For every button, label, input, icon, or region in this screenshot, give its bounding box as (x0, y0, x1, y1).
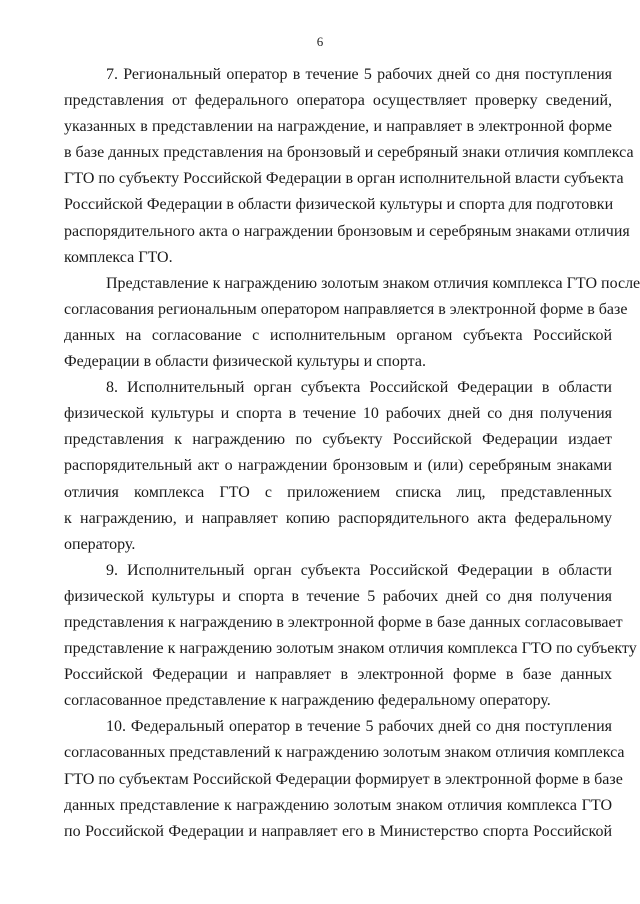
text-line: физической культуры и спорта в течение 10 рабочих дней со дня получения (64, 405, 612, 423)
text-line: 9. Исполнительный орган субъекта Российской Федерации в области (106, 561, 612, 579)
text-line: представления к награждению в электронной форме в базе данных согласовывает (64, 613, 623, 631)
text-line: данных представление к награждению золотым знаком отличия комплекса ГТО (64, 796, 612, 814)
text-line: ГТО по субъекту Российской Федерации в орган исполнительной власти субъекта (64, 170, 624, 188)
text-line: физической культуры и спорта в течение 5 рабочих дней со дня получения (64, 587, 612, 605)
text-line: 8. Исполнительный орган субъекта Российской Федерации в области (106, 379, 612, 397)
paragraph-10 (64, 714, 625, 844)
text-line: данных на согласование с исполнительным органом субъекта Российской (64, 326, 612, 344)
paragraph-9 (64, 558, 637, 715)
text-line: Федерации в области физической культуры и спорта. (64, 353, 426, 371)
text-line: представления от федерального оператора осуществляет проверку сведений, (64, 92, 612, 110)
text-line: распорядительного акта о награждении бронзовым и серебряным знаками отличия (64, 222, 630, 240)
paragraph-8 (64, 375, 612, 558)
text-line: отличия комплекса ГТО с приложением списка лиц, представленных (64, 483, 612, 501)
text-line: согласования региональным оператором направляется в электронной форме в базе (64, 300, 628, 318)
document-body (64, 62, 640, 845)
text-line: представления к награждению по субъекту Российской Федерации издает (64, 431, 612, 449)
text-line: представление к награждению золотым знаком отличия комплекса ГТО по субъекту (64, 640, 637, 658)
text-line: распорядительный акт о награждении бронзовым и (или) серебряным знаками (64, 457, 612, 475)
text-line: оператору. (64, 535, 136, 553)
text-line: ГТО по субъектам Российской Федерации формирует в электронной форме в базе (64, 770, 623, 788)
text-line: Российской Федерации и направляет в электронной форме в базе данных (64, 666, 612, 684)
text-line: согласованных представлений к награждению золотым знаком отличия комплекса (64, 744, 625, 762)
text-line: 10. Федеральный оператор в течение 5 рабочих дней со дня поступления (106, 718, 612, 736)
text-line: по Российской Федерации и направляет его в Министерство спорта Российской (64, 822, 612, 840)
paragraph-7 (64, 62, 634, 271)
text-line: Представление к награждению золотым знаком отличия комплекса ГТО после (106, 274, 640, 292)
text-line: указанных в представлении на награждение, и направляет в электронной форме (64, 118, 612, 136)
text-line: 7. Региональный оператор в течение 5 рабочих дней со дня поступления (106, 66, 612, 83)
text-line: в базе данных представления на бронзовый и серебряный знаки отличия комплекса (64, 144, 634, 162)
text-line: согласованное представление к награждению федеральному оператору. (64, 692, 551, 710)
text-line: к награждению, и направляет копию распорядительного акта федеральному (64, 509, 612, 527)
text-line: комплекса ГТО. (64, 248, 173, 266)
page-number: 6 (316, 34, 324, 49)
paragraph-7-gold (64, 271, 640, 375)
text-line: Российской Федерации в области физической культуры и спорта для подготовки (64, 196, 614, 214)
